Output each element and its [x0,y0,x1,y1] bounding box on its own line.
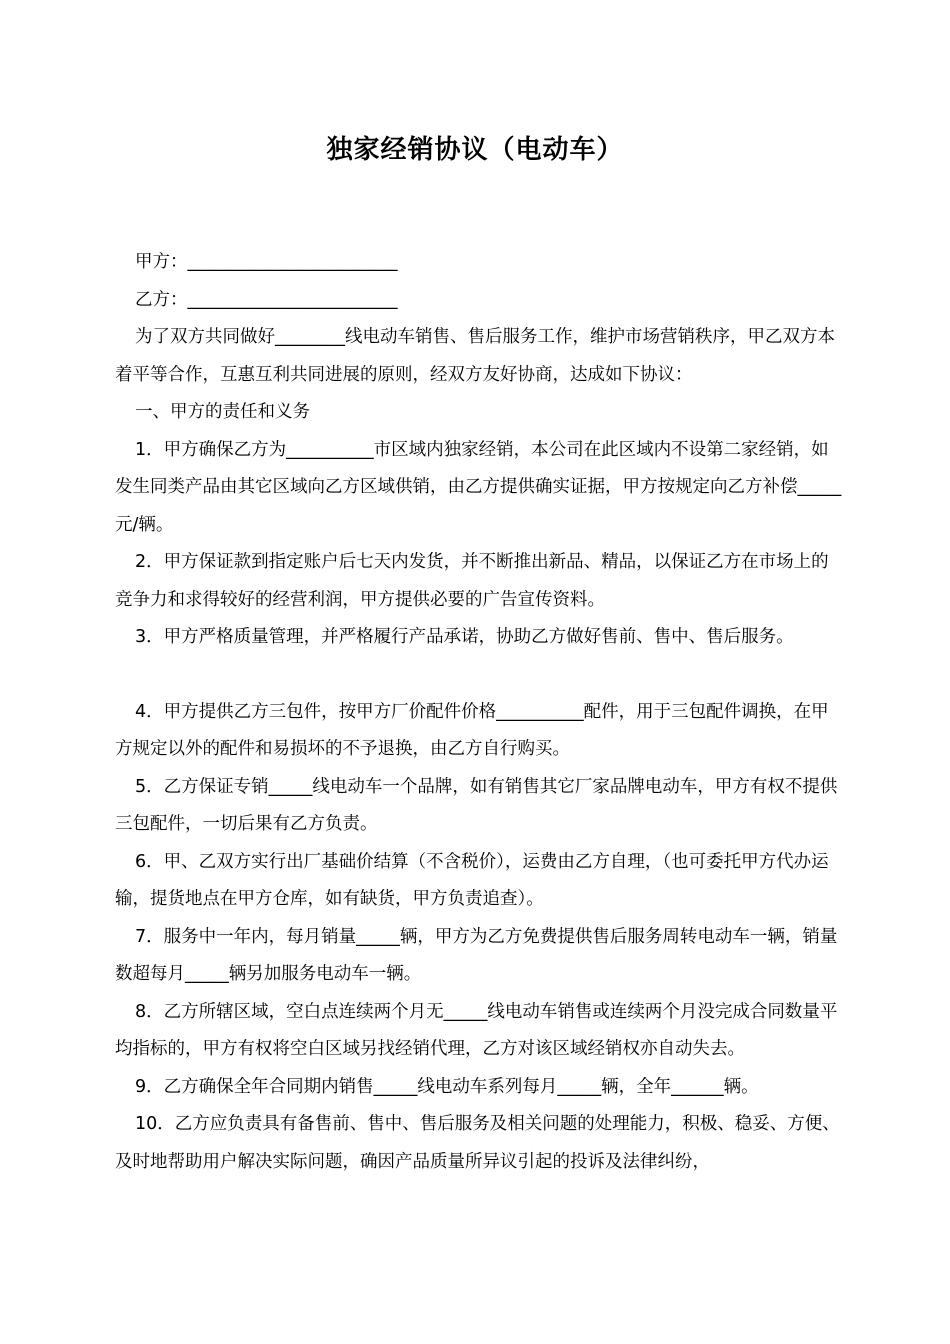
section-heading: 一、甲方的责任和义务 [135,402,310,422]
clause-3: 3．甲方严格质量管理，并严格履行产品承诺，协助乙方做好售前、售中、售后服务。 [135,627,794,647]
clause-10: 10．乙方应负责具有备售前、售中、售后服务及相关问题的处理能力，积极、稳妥、方便、及时地帮助用户解决实际问题，确因产品质量所异议引起的投诉及法律纠纷， [115,1114,840,1172]
clause-7: 7．服务中一年内，每月销量_____辆，甲方为乙方免费提供售后服务周转电动车一辆，销量数超每月_____辆另加服务电动车一辆。 [115,926,838,984]
preamble-paragraph: 为了双方共同做好________线电动车销售、售后服务工作，维护市场营销秩序，甲乙双方本着平等合作，互惠互利共同进展的原则，经双方友好协商，达成如下协议： [115,327,835,385]
document-title: 独家经销协议（电动车） [326,135,624,165]
clause-2: 2．甲方保证款到指定账户后七天内发货，并不断推出新品、精品，以保证乙方在市场上的竞争力和求得较好的经营利润，甲方提供必要的广告宣传资料。 [115,552,829,610]
clause-4: 4．甲方提供乙方三包件，按甲方厂价配件价格__________配件，用于三包配件调换，在甲方规定以外的配件和易损坏的不予退换，由乙方自行购买。 [115,701,829,759]
clause-8: 8．乙方所辖区域，空白点连续两个月无_____线电动车销售或连续两个月没完成合同数量平均指标的，甲方有权将空白区域另找经销代理，乙方对该区域经销权亦自动失去。 [115,1001,838,1059]
clause-9: 9．乙方确保全年合同期内销售_____线电动车系列每月_____辆，全年______辆。 [135,1076,759,1097]
clause-1: 1．甲方确保乙方为__________市区域内独家经销，本公司在此区域内不设第二家经销，如发生同类产品由其它区域向乙方区域供销，由乙方提供确实证据，甲方按规定向乙方补偿_____元/辆。 [115,439,842,535]
clause-6: 6．甲、乙双方实行出厂基础价结算（不含税价），运费由乙方自理，（也可委托甲方代办运输，提货地点在甲方仓库，如有缺货，甲方负责追查）。 [115,851,829,909]
party-a-line: 甲方：________________________ [135,252,398,272]
clause-5: 5．乙方保证专销_____线电动车一个品牌，如有销售其它厂家品牌电动车，甲方有权不提供三包配件，一切后果有乙方负责。 [115,776,838,834]
blank-line [115,657,845,694]
document-body [115,244,845,1181]
party-b-line: 乙方：________________________ [135,289,398,310]
